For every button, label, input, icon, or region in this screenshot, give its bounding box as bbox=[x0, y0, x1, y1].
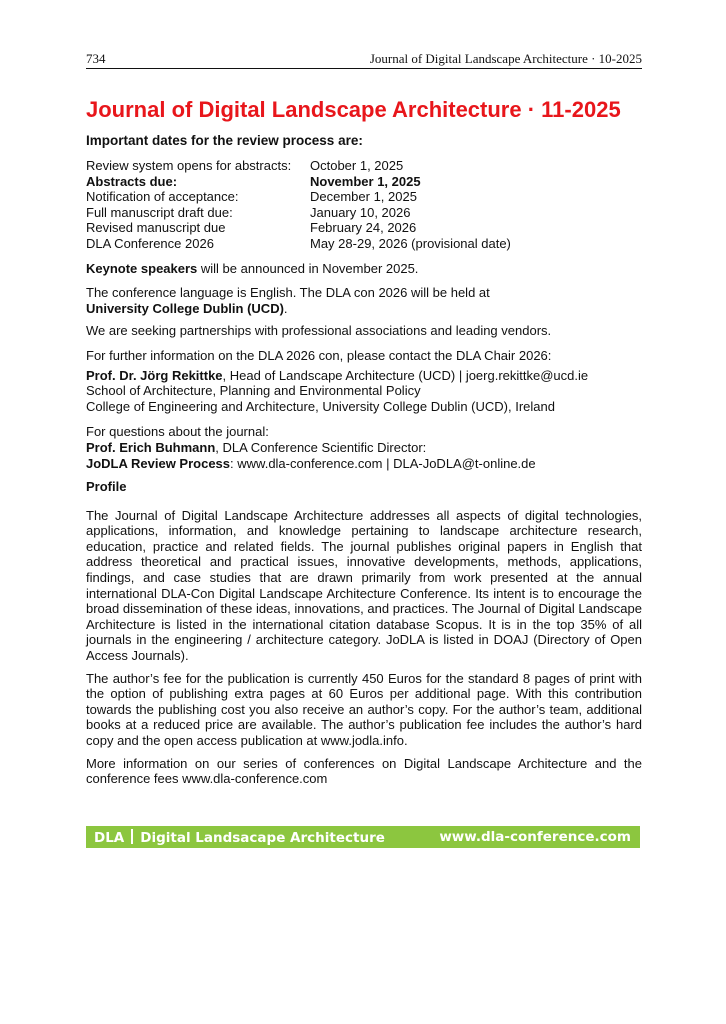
journal-contact-block bbox=[86, 424, 642, 471]
more-info-paragraph: More information on our series of conferences on Digital Landscape Architecture and the conference fees www.dla-conference.com bbox=[86, 755, 642, 787]
date-row-revised-manuscript bbox=[86, 220, 642, 236]
dates-heading: Important dates for the review process are: bbox=[86, 133, 363, 148]
running-header bbox=[86, 49, 642, 69]
date-label: Notification of acceptance: bbox=[86, 189, 239, 205]
footer-brand-abbr: DLA bbox=[94, 830, 125, 846]
important-dates-table bbox=[86, 158, 642, 252]
chair-college: College of Engineering and Architecture, University College Dublin (UCD), Ireland bbox=[86, 398, 555, 414]
director-role: , DLA Conference Scientific Director: bbox=[215, 439, 427, 455]
date-label: Full manuscript draft due: bbox=[86, 204, 233, 220]
director-name: Prof. Erich Buhmann bbox=[86, 439, 216, 455]
date-row-conference bbox=[86, 236, 642, 252]
keynote-label: Keynote speakers bbox=[86, 260, 198, 276]
date-value: November 1, 2025 bbox=[310, 173, 421, 189]
footer-url: www.dla-conference.com bbox=[439, 829, 631, 845]
profile-paragraph: The Journal of Digital Landscape Architecture addresses all aspects of digital technologies, applications, information, and knowledge pertaining to landscape architecture research, education, practice and related fields. The journal publishes original papers in English that address theoretical and practical issues, innovative developments, methods, applications, findings, and case studies that are drawn primarily from work presented at the annual international DLA-Con Digital Landscape Architecture Conference. Its intent is to encourage the broad dissemination of these ideas, innovations, and practices. The Journal of Digital Landscape Architecture is listed in the international citation database Scopus. It is in the top 35% of all journals in the engineering / architecture category. JoDLA is listed in DOAJ (Directory of Open Access Journals). bbox=[86, 507, 642, 664]
date-value: December 1, 2025 bbox=[310, 189, 417, 205]
main-content bbox=[86, 96, 642, 794]
fee-paragraph: The author’s fee for the publication is currently 450 Euros for the standard 8 pages of print with the option of publishing extra pages at 60 Euros per additional page. With this contribution towards the publishing cost you also receive an author’s copy. For the author’s team, additional books at a reduced price are available. The author’s publication fee includes the author’s hard copy and the open access publication at www.jodla.info. bbox=[86, 670, 642, 748]
date-row-abstracts-open bbox=[86, 158, 642, 174]
date-label: Review system opens for abstracts: bbox=[86, 158, 292, 173]
review-process-contact: : www.dla-conference.com | DLA-JoDLA@t-online.de bbox=[230, 455, 536, 471]
page-title: Journal of Digital Landscape Architecture · 11-2025 bbox=[86, 97, 621, 122]
footer-brand bbox=[94, 829, 385, 846]
footer-banner bbox=[86, 826, 640, 848]
chair-school: School of Architecture, Planning and Environmental Policy bbox=[86, 383, 421, 399]
chair-name: Prof. Dr. Jörg Rekittke bbox=[86, 367, 223, 383]
date-value: February 24, 2026 bbox=[310, 220, 417, 236]
date-row-notification bbox=[86, 189, 642, 205]
date-row-abstracts-due bbox=[86, 174, 642, 190]
date-label: Abstracts due: bbox=[86, 173, 178, 189]
contact-block bbox=[86, 348, 642, 414]
footer-divider bbox=[131, 829, 133, 844]
language-paragraph bbox=[86, 285, 642, 316]
date-label: DLA Conference 2026 bbox=[86, 235, 214, 251]
date-row-full-manuscript bbox=[86, 205, 642, 221]
language-text: The conference language is English. The DLA con 2026 will be held at bbox=[86, 285, 490, 301]
date-label: Revised manuscript due bbox=[86, 220, 226, 236]
venue-name: University College Dublin (UCD) bbox=[86, 300, 284, 316]
running-head-title: Journal of Digital Landscape Architecture · 10-2025 bbox=[369, 51, 642, 66]
page-number: 734 bbox=[86, 51, 106, 66]
profile-heading: Profile bbox=[86, 479, 127, 495]
footer-brand-name: Digital Landsacape Architecture bbox=[140, 830, 385, 846]
contact-intro: For further information on the DLA 2026 con, please contact the DLA Chair 2026: bbox=[86, 347, 552, 363]
date-value: January 10, 2026 bbox=[310, 204, 411, 220]
journal-intro: For questions about the journal: bbox=[86, 424, 269, 440]
date-value: October 1, 2025 bbox=[310, 158, 404, 173]
review-process-label: JoDLA Review Process bbox=[86, 455, 231, 471]
keynote-text: will be announced in November 2025. bbox=[197, 260, 419, 276]
keynote-paragraph bbox=[86, 261, 642, 277]
venue-period: . bbox=[283, 300, 288, 316]
date-value: May 28-29, 2026 (provisional date) bbox=[310, 235, 511, 251]
partnerships-paragraph: We are seeking partnerships with professional associations and leading vendors. bbox=[86, 323, 552, 339]
chair-details: , Head of Landscape Architecture (UCD) | joerg.rekittke@ucd.ie bbox=[222, 367, 589, 383]
